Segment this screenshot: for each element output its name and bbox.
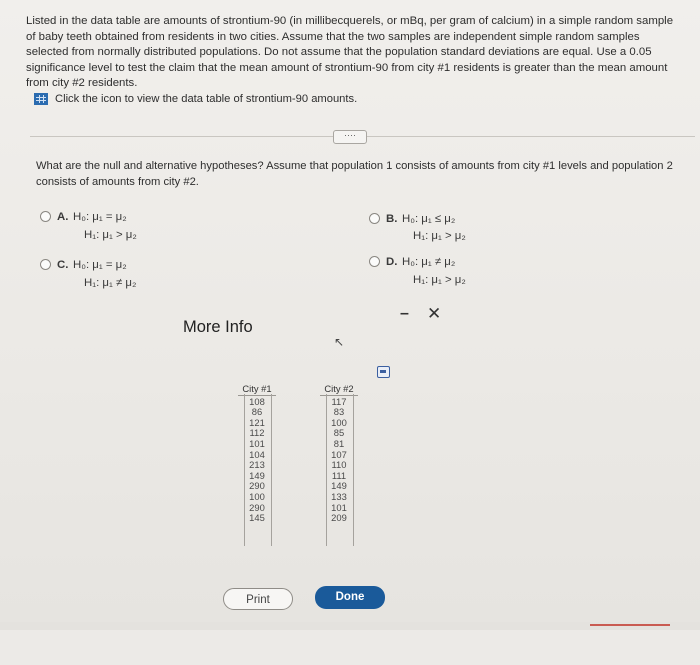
expand-button[interactable]: ····: [333, 130, 367, 144]
option-a-null-hypothesis: H₀: μ₁ = μ₂: [73, 211, 127, 223]
option-d-letter: D.: [386, 256, 398, 268]
data-table-link[interactable]: [34, 93, 357, 105]
question-text: What are the null and alternative hypotheses? Assume that population 1 consists of amounts from city #1 levels and population 2 consists of amounts from city #2.: [36, 160, 673, 188]
city1-value: 149: [249, 469, 265, 481]
city2-value: 111: [331, 469, 347, 481]
close-icon[interactable]: ✕: [427, 304, 442, 323]
city1-value: 104: [249, 448, 265, 460]
city2-value: 110: [331, 459, 347, 471]
city1-header: City #1: [238, 384, 276, 396]
table-separator: [244, 394, 245, 546]
city1-value: 145: [249, 512, 265, 524]
option-a-alt-hypothesis: H₁: μ₁ > μ₂: [84, 229, 137, 241]
city2-value: 100: [331, 416, 347, 428]
city2-value: 101: [331, 501, 347, 513]
table-separator: [353, 394, 354, 546]
minimize-icon[interactable]: –: [400, 305, 409, 322]
city1-value: 290: [249, 480, 265, 492]
option-a-radio[interactable]: [40, 211, 51, 222]
option-c-alt-hypothesis: H₁: μ₁ ≠ μ₂: [84, 277, 137, 289]
city1-value: 101: [249, 437, 265, 449]
city2-value: 85: [333, 427, 345, 439]
city1-value: 100: [249, 490, 265, 502]
bottom-edge: [0, 622, 700, 630]
option-b-radio[interactable]: [369, 213, 380, 224]
option-b-null-hypothesis: H₀: μ₁ ≤ μ₂: [402, 213, 456, 225]
option-d-radio[interactable]: [369, 256, 380, 267]
city1-value: 121: [249, 416, 265, 428]
city1-value: 108: [249, 395, 265, 407]
option-c-null-hypothesis: H₀: μ₁ = μ₂: [73, 259, 127, 271]
city1-value: 86: [251, 406, 263, 418]
city2-value: 83: [333, 406, 345, 418]
option-c-letter: C.: [57, 259, 69, 271]
option-d-null-hypothesis: H₀: μ₁ ≠ μ₂: [402, 256, 456, 268]
done-button[interactable]: Done: [315, 586, 385, 609]
option-b-letter: B.: [386, 213, 398, 225]
option-b-alt-hypothesis: H₁: μ₁ > μ₂: [413, 230, 466, 242]
option-a-letter: A.: [57, 211, 69, 223]
city1-value: 290: [249, 501, 265, 513]
city2-value: 107: [331, 448, 347, 460]
city1-value: 112: [249, 427, 265, 439]
option-c-radio[interactable]: [40, 259, 51, 270]
option-d-alt-hypothesis: H₁: μ₁ > μ₂: [413, 274, 466, 286]
city1-value: 213: [249, 459, 265, 471]
mouse-cursor-icon: ↖: [334, 335, 345, 349]
city2-header: City #2: [320, 384, 358, 396]
print-icon[interactable]: [377, 366, 390, 378]
table-separator: [271, 394, 272, 546]
table-icon[interactable]: [34, 93, 48, 105]
city2-value: 117: [331, 395, 347, 407]
more-info-title: More Info: [183, 318, 253, 336]
problem-intro-text: Listed in the data table are amounts of strontium-90 (in millibecquerels, or mBq, per gram of calcium) in a simple random sample of baby teeth obtained from residents in two cities. Assume that the two samples are independent simple random samples selected from normally distributed populations. Do not assume that the population standard deviations are equal. Use a 0.05 significance level to test the claim that the mean amount of strontium-90 from city #1 residents is greater than the mean amount from city #2 residents.: [26, 15, 674, 89]
data-table-link-label[interactable]: Click the icon to view the data table of strontium-90 amounts.: [55, 93, 358, 105]
city2-value: 209: [331, 512, 347, 524]
city2-value: 149: [331, 480, 347, 492]
table-separator: [326, 394, 327, 546]
city2-value: 133: [331, 490, 347, 502]
print-button[interactable]: Print: [223, 588, 293, 610]
city2-value: 81: [333, 437, 345, 449]
